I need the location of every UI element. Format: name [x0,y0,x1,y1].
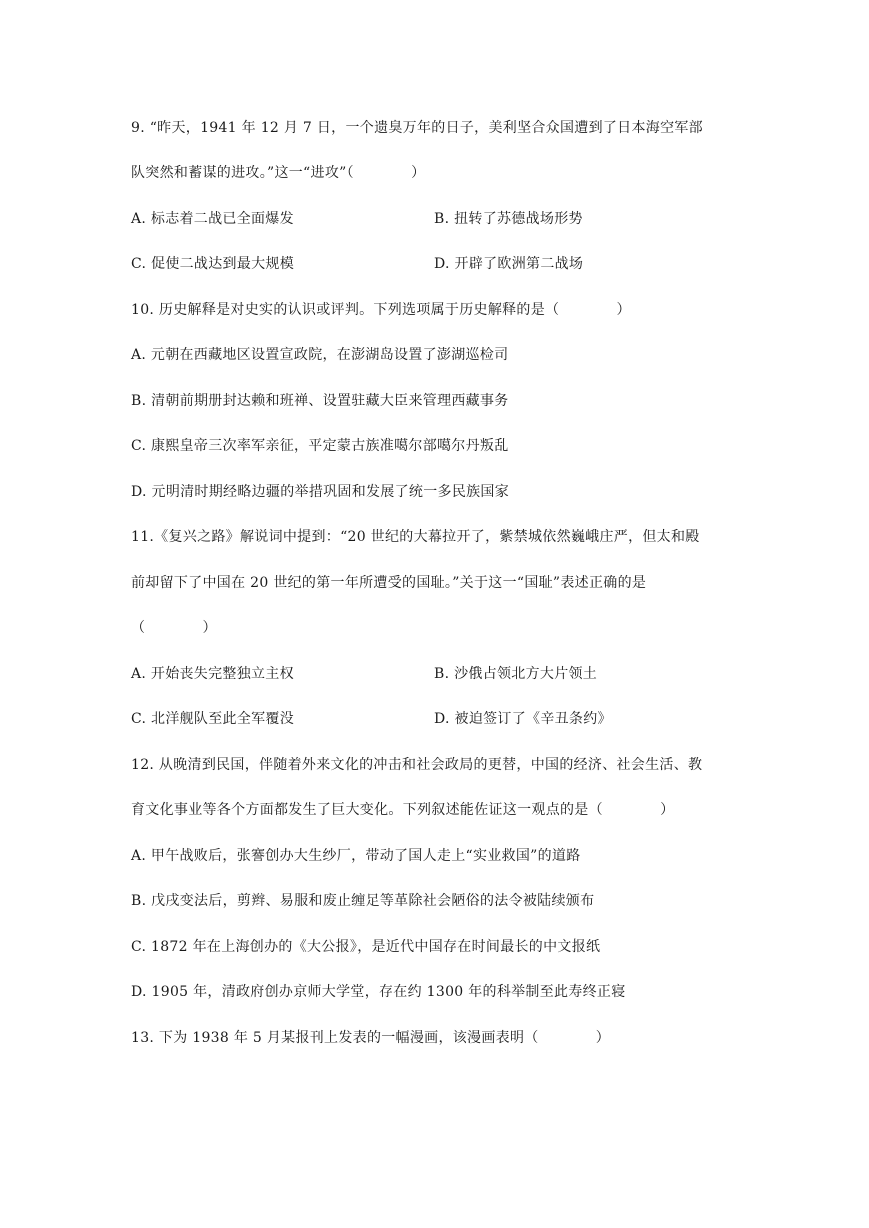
q13-stem-line1: 13. 下为 1938 年 5 月某报刊上发表的一幅漫画，该漫画表明（ ） [131,1030,611,1046]
q10-option-a: A. 元朝在西藏地区设置宣政院，在澎湖岛设置了澎湖巡检司 [131,347,509,363]
q9-option-a: A. 标志着二战已全面爆发 [131,211,294,227]
q11-option-b: B. 沙俄占领北方大片领土 [434,666,598,682]
q10-option-d: D. 元明清时期经略边疆的举措巩固和发展了统一多民族国家 [131,484,510,500]
q9-option-b: B. 扭转了苏德战场形势 [434,211,583,227]
q9-stem-line1: 9. “昨天，1941 年 12 月 7 日，一个遗臭万年的日子，美利坚合众国遭到了日本海空军部 [131,120,703,136]
q10-stem-line1: 10. 历史解释是对史实的认识或评判。下列选项属于历史解释的是（ ） [131,302,631,318]
q10-option-c: C. 康熙皇帝三次率军亲征，平定蒙古族准噶尔部噶尔丹叛乱 [131,438,509,454]
q11-option-c: C. 北洋舰队至此全军覆没 [131,711,295,727]
q12-option-c: C. 1872 年在上海创办的《大公报》，是近代中国存在时间最长的中文报纸 [131,939,601,955]
q11-option-d: D. 被迫签订了《辛丑条约》 [434,711,612,727]
q12-option-a: A. 甲午战败后，张謇创办大生纱厂，带动了国人走上“实业救国”的道路 [131,848,581,864]
q12-option-b: B. 戊戌变法后，剪辫、易服和废止缠足等革除社会陋俗的法令被陆续颁布 [131,893,595,909]
q12-option-d: D. 1905 年，清政府创办京师大学堂，存在约 1300 年的科举制至此寿终正寝 [131,984,626,1000]
q12-stem-line2: 育文化事业等各个方面都发生了巨大变化。下列叙述能佐证这一观点的是（ ） [131,802,675,818]
q9-option-d: D. 开辟了欧洲第二战场 [434,256,584,272]
q11-option-a: A. 开始丧失完整独立主权 [131,666,294,682]
q11-stem-line3: （ ） [131,620,217,636]
q10-option-b: B. 清朝前期册封达赖和班禅、设置驻藏大臣来管理西藏事务 [131,393,509,409]
q9-option-c: C. 促使二战达到最大规模 [131,256,295,272]
q11-stem-line2: 前却留下了中国在 20 世纪的第一年所遭受的国耻。”关于这一“国耻”表述正确的是 [131,575,647,591]
q12-stem-line1: 12. 从晚清到民国，伴随着外来文化的冲击和社会政局的更替，中国的经济、社会生活、教 [131,757,703,773]
q11-stem-line1: 11.《复兴之路》解说词中提到：“20 世纪的大幕拉开了，紫禁城依然巍峨庄严，但太和殿 [131,529,700,545]
q9-stem-line2: 队突然和蓄谋的进攻。”这一“进攻”（ ） [131,165,426,181]
